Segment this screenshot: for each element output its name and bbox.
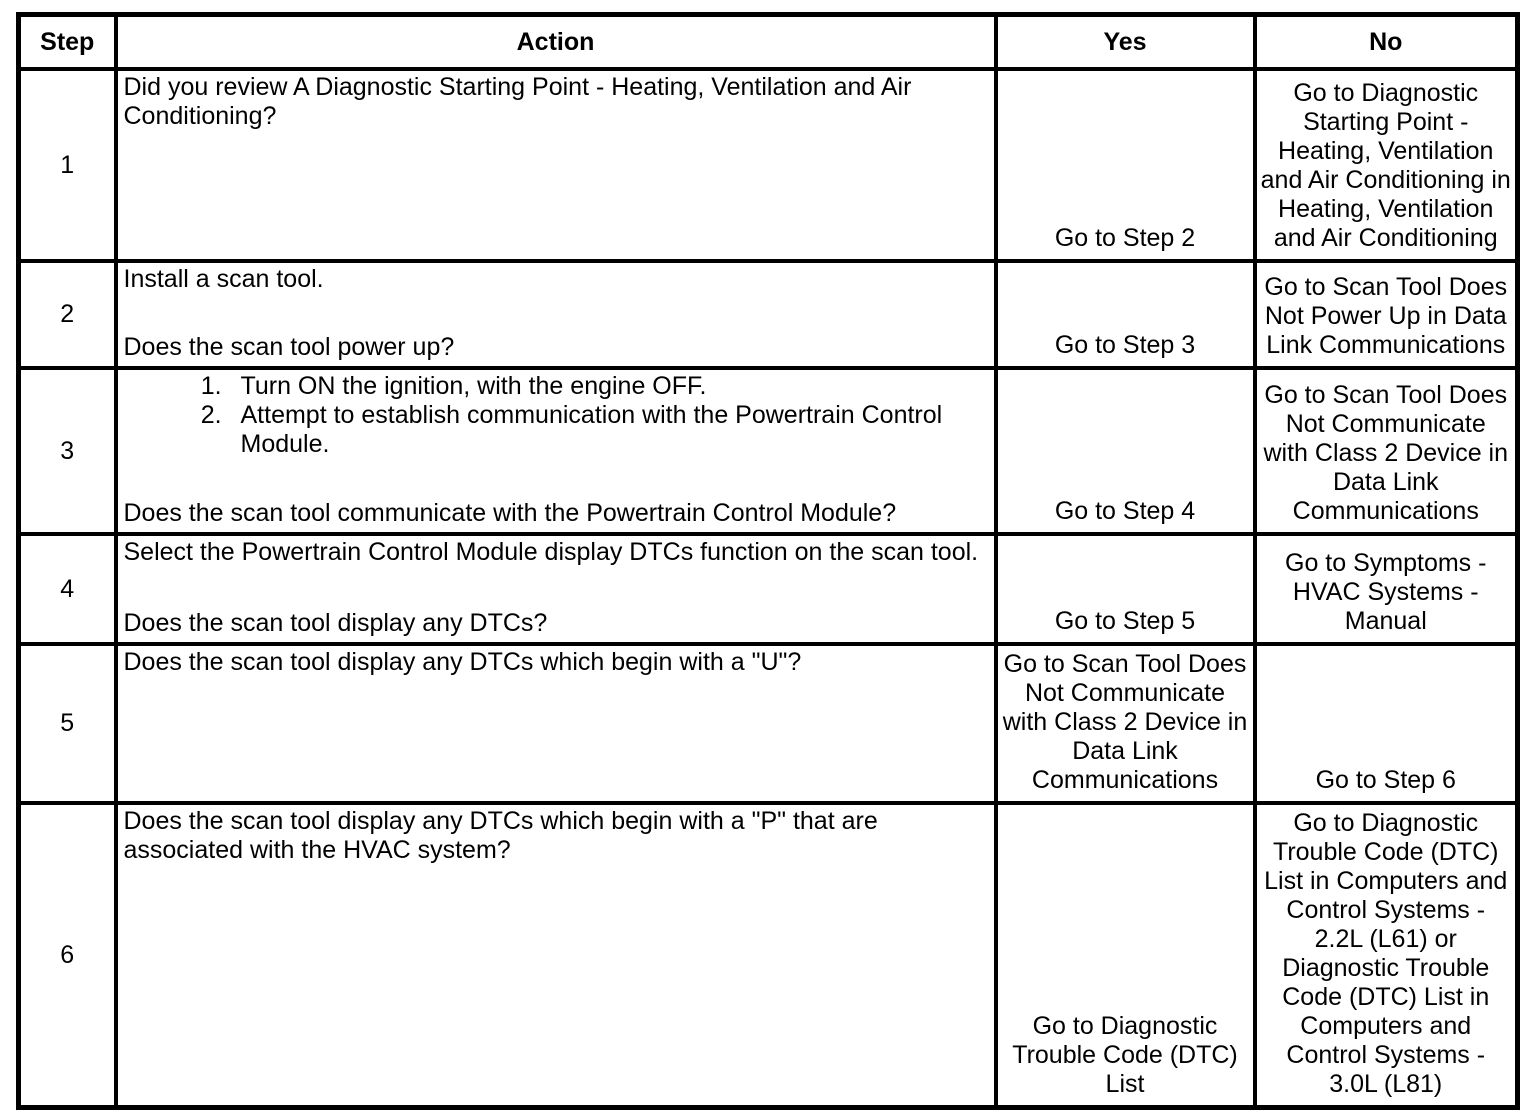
- action-text: Does the scan tool display any DTCs which begin with a "U"?: [123, 648, 802, 676]
- yes-cell: Go to Step 4: [996, 368, 1255, 534]
- action-cell: [116, 261, 996, 368]
- header-yes: Yes: [996, 15, 1255, 70]
- action-cell: [116, 69, 996, 261]
- step-cell: 4: [19, 534, 116, 644]
- no-cell: Go to Scan Tool Does Not Communicate with Class 2 Device in Data Link Communications: [1255, 368, 1518, 534]
- table-row: [19, 534, 1518, 644]
- action-question: Does the scan tool communicate with the Powertrain Control Module?: [123, 499, 897, 527]
- header-step: Step: [19, 15, 116, 70]
- action-steps-list: [124, 372, 988, 459]
- action-question: Does the scan tool display any DTCs?: [123, 609, 548, 637]
- table-row: [19, 368, 1518, 534]
- table-row: [19, 644, 1518, 803]
- step-cell: 2: [19, 261, 116, 368]
- step-cell: 3: [19, 368, 116, 534]
- table-header-row: [19, 15, 1518, 70]
- yes-cell: Go to Scan Tool Does Not Communicate with Class 2 Device in Data Link Communications: [996, 644, 1255, 803]
- action-step-item: 1. Turn ON the ignition, with the engine OFF.: [229, 372, 988, 401]
- no-cell: Go to Scan Tool Does Not Power Up in Data Link Communications: [1255, 261, 1518, 368]
- diagnostic-table: [16, 12, 1520, 1110]
- table-row: [19, 261, 1518, 368]
- header-action: Action: [116, 15, 996, 70]
- step-cell: 6: [19, 803, 116, 1108]
- no-cell: Go to Diagnostic Starting Point - Heating, Ventilation and Air Conditioning in Heating, Ventilation and Air Conditioning: [1255, 69, 1518, 261]
- action-step-item: 2. Attempt to establish communication with the Powertrain Control Module.: [229, 401, 988, 459]
- no-cell: Go to Step 6: [1255, 644, 1518, 803]
- action-question: Does the scan tool power up?: [123, 333, 455, 361]
- table-row: [19, 69, 1518, 261]
- yes-cell: Go to Step 5: [996, 534, 1255, 644]
- action-cell: [116, 534, 996, 644]
- action-cell: [116, 803, 996, 1108]
- yes-cell: Go to Step 3: [996, 261, 1255, 368]
- no-cell: Go to Symptoms - HVAC Systems - Manual: [1255, 534, 1518, 644]
- yes-cell: Go to Step 2: [996, 69, 1255, 261]
- action-text: Did you review A Diagnostic Starting Point - Heating, Ventilation and Air Conditioning?: [123, 73, 912, 130]
- table-row: [19, 803, 1518, 1108]
- action-text: Select the Powertrain Control Module display DTCs function on the scan tool.: [123, 538, 979, 566]
- action-text: Install a scan tool.: [123, 265, 324, 293]
- step-cell: 1: [19, 69, 116, 261]
- step-cell: 5: [19, 644, 116, 803]
- action-cell: [116, 368, 996, 534]
- no-cell: Go to Diagnostic Trouble Code (DTC) List in Computers and Control Systems - 2.2L (L61) or Diagnostic Trouble Code (DTC) List in Computers and Control Systems - 3.0L (L81): [1255, 803, 1518, 1108]
- action-cell: [116, 644, 996, 803]
- yes-cell: Go to Diagnostic Trouble Code (DTC) List: [996, 803, 1255, 1108]
- header-no: No: [1255, 15, 1518, 70]
- action-text: Does the scan tool display any DTCs which begin with a "P" that are associated with the HVAC system?: [123, 807, 878, 864]
